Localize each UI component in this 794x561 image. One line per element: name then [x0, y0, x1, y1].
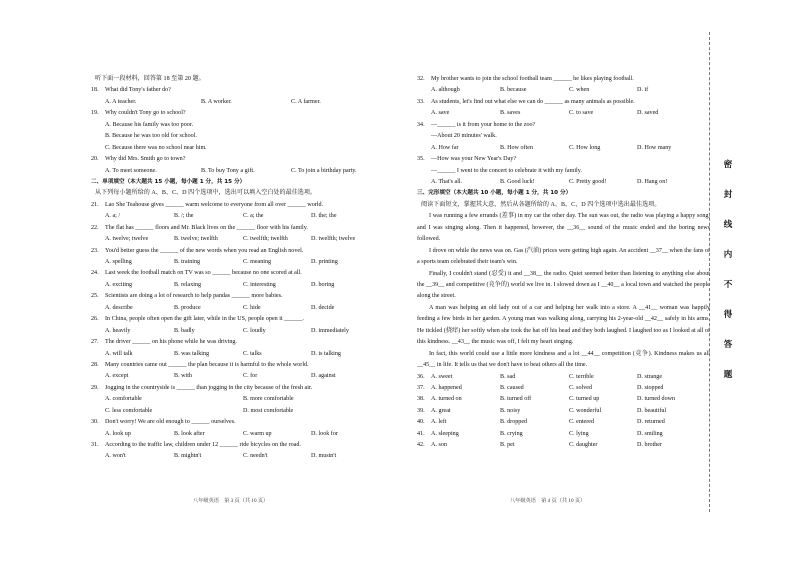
option-b: B. pet — [500, 442, 515, 449]
option-d: D. smiling — [637, 430, 663, 437]
option-a: A. son — [431, 442, 447, 449]
option-d: D. brother — [637, 442, 663, 449]
option-b: B. mightn't — [174, 453, 202, 460]
option-c: C. lying — [569, 430, 589, 437]
cloze-option-row — [417, 372, 710, 383]
question-number: 19. — [91, 110, 99, 117]
question-number: 28. — [91, 361, 99, 368]
question-number: 41. — [417, 430, 425, 437]
option-text: B. Because he was too old for school. — [105, 133, 197, 140]
question-number: 20. — [91, 156, 99, 163]
left-line-8 — [91, 166, 391, 177]
right-line-0 — [417, 74, 710, 85]
left-line-24 — [91, 349, 391, 360]
left-line-4 — [91, 120, 391, 131]
question-text: Lao She Teahouse gives ______ warm welcome to everyone from all over ______ world. — [105, 201, 324, 208]
option-a: A. describe — [105, 304, 133, 311]
question-number: 22. — [91, 224, 99, 231]
question-text: —______ is it from your home to the zoo? — [431, 121, 536, 128]
left-column — [91, 74, 391, 463]
question-text: My brother wants to join the school football team ______ he likes playing football. — [431, 76, 634, 82]
option-c: C. twelfth; twelfth — [243, 236, 288, 243]
left-line-32 — [91, 440, 391, 451]
question-number: 32. — [417, 76, 425, 82]
question-number: 23. — [91, 247, 99, 254]
option-c: C. warm up — [243, 430, 272, 437]
option-b: B. A worker. — [201, 98, 232, 105]
right-line-11 — [417, 200, 710, 211]
question-text: In China, people often open the gift later, while in the US, people open it ______. — [105, 316, 304, 323]
left-line-14 — [91, 234, 391, 245]
option-b: B. saves — [500, 110, 521, 117]
question-text: —How was your New Year's Day? — [431, 156, 517, 163]
option-d: D. returned — [637, 419, 665, 426]
question-number: 31. — [91, 442, 99, 448]
question-number: 42. — [417, 442, 425, 449]
question-text: —About 20 minutes' walk. — [431, 133, 497, 140]
cloze-paragraph: I drove on while the news was on. Gas (汽油) prices were getting high again. An accident __37__ when the fans of a sports team celebrated their team's win. — [417, 247, 710, 266]
option-a: A. To meet someone. — [105, 167, 157, 174]
option-text: A. Because his family was too poor. — [105, 121, 194, 128]
option-b: B. badly — [174, 327, 195, 334]
option-a: A. great — [431, 407, 451, 414]
option-a: A. That's all. — [431, 178, 463, 185]
question-number: 30. — [91, 419, 99, 426]
option-c: C. How long — [569, 144, 601, 151]
left-line-12 — [91, 211, 391, 222]
option-d: D. saved — [637, 110, 659, 117]
left-line-25 — [91, 360, 391, 371]
option-b: B. look after — [174, 430, 205, 437]
question-text: According to the traffic law, children under 12 ______ ride bicycles on the road. — [105, 442, 301, 448]
option-second: B. more comfortable — [243, 396, 294, 403]
option-c: C. to save — [569, 110, 594, 117]
option-a: A. although — [431, 87, 460, 94]
option-b: B. To buy Tony a gift. — [201, 167, 255, 174]
option-c: C. A farmer. — [291, 98, 321, 105]
right-column — [417, 74, 710, 452]
option-c: C. Pretty good! — [569, 178, 607, 185]
option-c: C. hide — [243, 304, 261, 311]
option-b: B. relaxing — [174, 281, 202, 288]
right-line-4 — [417, 120, 710, 131]
question-text: As students, let's find out what else we can do ______ as many animals as possible. — [431, 98, 635, 105]
option-c: C. meaning — [243, 259, 272, 265]
question-text: You'd better guess the ______ of the new words when you read an English novel. — [105, 247, 304, 254]
option-b: B. produce — [174, 304, 201, 311]
option-second: D. most comfortable — [243, 407, 294, 414]
option-a: A. exciting — [105, 281, 133, 288]
option-a: A. won't — [105, 453, 126, 460]
question-number: 18. — [91, 87, 99, 94]
option-d: D. How many — [637, 144, 672, 151]
question-text: Why did Mrs. Smith go to town? — [105, 156, 186, 163]
option-c: C. To join a birthday party. — [291, 167, 357, 174]
right-line-9 — [417, 177, 710, 188]
option-c: C. when — [569, 87, 590, 94]
left-line-28 — [91, 394, 391, 405]
cloze-option-row — [417, 394, 710, 405]
page-footer-right: 八年级英语 第 4 页（共 10 页） — [510, 498, 586, 504]
question-text: Don't worry! We are old enough to ______ ourselves. — [105, 419, 236, 426]
question-number: 40. — [417, 419, 425, 426]
left-line-22 — [91, 326, 391, 337]
option-c: C. entered — [569, 419, 595, 426]
seal-char: 封 — [723, 190, 733, 200]
option-b: B. dropped — [500, 419, 528, 426]
seal-char: 不 — [723, 280, 733, 290]
option-d: D. is talking — [311, 350, 341, 357]
question-number: 25. — [91, 293, 99, 300]
option-d: D. mustn't — [311, 453, 337, 460]
left-line-30 — [91, 417, 391, 428]
seal-char: 内 — [723, 250, 733, 260]
left-line-27 — [91, 383, 391, 394]
option-a: A. will talk — [105, 350, 133, 357]
question-number: 38. — [417, 396, 425, 403]
question-text: Jogging in the countryside is ______ than jogging in the city because of the fresh air. — [105, 384, 313, 391]
left-line-23 — [91, 337, 391, 348]
left-line-15 — [91, 246, 391, 257]
left-line-10 — [91, 188, 391, 199]
left-line-3 — [91, 108, 391, 119]
cloze-option-row — [417, 406, 710, 417]
option-a: A. turned on — [431, 396, 462, 403]
option-d: D. immediately — [311, 327, 349, 334]
left-line-1 — [91, 85, 391, 96]
cloze-paragraph: Finally, I couldn't stand (忍受) it and __38__ the radio. Quiet seemed better than listening to anything else about the __39__ and competitive (竞争的) world we live in. I slowed down as I __40__ a local town and watched the people along the street. — [417, 270, 710, 300]
option-b: B. with — [174, 373, 192, 380]
left-line-33 — [91, 451, 391, 462]
question-text: Scientists are doing a lot of research to help pandas ______ more babies. — [105, 293, 283, 300]
question-number: 34. — [417, 121, 425, 128]
option-b: B. sad — [500, 373, 516, 380]
question-number: 36. — [417, 373, 425, 380]
option-d: D. the; the — [311, 213, 337, 220]
question-number: 35. — [417, 156, 425, 163]
question-number: 39. — [417, 407, 425, 414]
option-a: A. left — [431, 419, 447, 426]
right-line-6 — [417, 143, 710, 154]
option-a: A. look up — [105, 430, 131, 437]
left-line-26 — [91, 371, 391, 382]
right-line-10 — [417, 188, 710, 199]
left-line-21 — [91, 314, 391, 325]
option-d: D. against — [311, 373, 336, 380]
option-c: C. solved — [569, 385, 593, 392]
option-d: D. printing — [311, 259, 338, 265]
seal-char: 答 — [723, 340, 733, 350]
option-b: B. noisy — [500, 407, 521, 414]
option-c: C. daughter — [569, 442, 598, 449]
question-number: 29. — [91, 384, 99, 391]
option-c: C. wonderful — [569, 407, 602, 414]
question-number: 27. — [91, 339, 99, 346]
seal-char: 线 — [723, 220, 733, 230]
cloze-option-row — [417, 383, 710, 394]
question-text: —______ I went to the concert to celebrate it with my family. — [431, 167, 582, 174]
cloze-paragraph: In fact, this world could use a little more kindness and a lot __44__ competition (竞争). Kindness makes us all __45__ in life. It tells us that we don't have to beat others all the time. — [417, 350, 710, 369]
right-line-5 — [417, 131, 710, 142]
question-text: Why couldn't Tony go to school? — [105, 110, 186, 117]
question-number: 26. — [91, 316, 99, 323]
left-line-11 — [91, 200, 391, 211]
option-b: B. caused — [500, 385, 524, 392]
option-b: B. /; the — [174, 213, 194, 220]
option-d: D. look for — [311, 430, 338, 437]
option-a: A. happened — [431, 385, 462, 392]
option-c: C. loudly — [243, 327, 266, 334]
instruction-text: 阅读下面短文，掌握其大意，然后从各题所给的 A、B、C、D 四个选项中选出最佳选项。 — [421, 201, 661, 208]
right-line-7 — [417, 154, 710, 165]
right-line-3 — [417, 108, 710, 119]
seal-char: 得 — [723, 310, 733, 320]
option-a: A. A teacher. — [105, 98, 137, 105]
question-number: 21. — [91, 201, 99, 208]
option-d: D. twelfth; twelve — [311, 236, 356, 243]
section-heading: 二、单项填空（本大题共 15 小题，每小题 1 分，共 15 分） — [91, 178, 246, 185]
left-line-13 — [91, 223, 391, 234]
option-d: D. beautiful — [637, 407, 667, 414]
left-line-31 — [91, 429, 391, 440]
option-d: D. if — [637, 87, 649, 94]
option-a: A. twelve; twelve — [105, 236, 149, 243]
option-b: B. training — [174, 259, 201, 265]
left-line-6 — [91, 143, 391, 154]
option-first: C. less comfortable — [105, 407, 153, 414]
option-b: B. was talking — [174, 350, 210, 357]
option-a: A. save — [431, 110, 450, 117]
left-line-9 — [91, 177, 391, 188]
left-line-5 — [91, 131, 391, 142]
option-a: A. sweet — [431, 373, 453, 380]
left-line-19 — [91, 291, 391, 302]
option-b: B. turned off — [500, 396, 532, 403]
left-line-29 — [91, 406, 391, 417]
option-b: B. because — [500, 87, 527, 94]
option-d: D. boring — [311, 281, 335, 288]
cloze-paragraph: I was running a few errands (差事) in my car the other day. The sun was out, the radio was playing a happy song, and I was singing along. Then it happened, however, the __36__ sound of the music ended and the boring news followed. — [417, 213, 710, 243]
question-text: Many countries came out ______ the plan because it is harmful to the whole world. — [105, 361, 309, 368]
option-b: B. crying — [500, 430, 523, 437]
option-c: C. interesting — [243, 281, 276, 288]
seal-char: 题 — [723, 370, 733, 380]
right-line-8 — [417, 166, 710, 177]
option-c: C. terrible — [569, 373, 594, 380]
seal-char: 密 — [723, 160, 733, 170]
seal-notice — [721, 150, 735, 390]
question-number: 33. — [417, 98, 425, 105]
cloze-option-row — [417, 440, 710, 451]
section-heading: 三、完形填空（本大题共 10 小题，每小题 1 分，共 10 分） — [417, 190, 572, 197]
option-a: A. sleeping — [431, 430, 459, 437]
left-line-0 — [91, 74, 391, 85]
right-line-2 — [417, 97, 710, 108]
option-d: D. Hang on! — [637, 178, 668, 185]
option-d: D. turned down — [637, 396, 676, 403]
cloze-paragraph: A man was helping an old lady out of a car and helping her walk into a store. A __41__ woman was happily feeding a few birds in her garden. A young man was walking along, carrying his 2-year-old __42__ safely in his arms. He tickled (挠痒) her softly when she took the hat off his head and they both laughed. I laughed too as I looked at all of this kindness. __43__ the music was off, I felt my heart singing. — [417, 304, 710, 346]
option-b: B. How often — [500, 144, 534, 151]
question-text: The flat has ______ floors and Mr. Black lives on the ______ floor with his family. — [105, 224, 308, 231]
left-line-7 — [91, 154, 391, 165]
option-d: D. decide — [311, 304, 335, 311]
option-c: C. a; the — [243, 213, 264, 220]
instruction-text: 听下面一段材料，回答第 18 至第 20 题。 — [95, 76, 205, 82]
option-c: C. turned up — [569, 396, 600, 403]
option-b: B. twelve; twelfth — [174, 236, 218, 243]
left-line-17 — [91, 268, 391, 279]
option-a: A. spelling — [105, 259, 132, 265]
option-d: D. strange — [637, 373, 663, 380]
cloze-option-row — [417, 417, 710, 428]
option-d: D. stopped — [637, 385, 664, 392]
option-a: A. heavily — [105, 327, 131, 334]
option-c: C. for — [243, 373, 258, 380]
option-c: C. talks — [243, 350, 262, 357]
option-b: B. Good luck! — [500, 178, 535, 185]
left-line-18 — [91, 280, 391, 291]
left-line-16 — [91, 257, 391, 268]
option-a: A. How far — [431, 144, 459, 151]
option-a: A. a; / — [105, 213, 121, 220]
page-footer-left: 八年级英语 第 3 页（共 10 页） — [193, 498, 269, 504]
question-number: 24. — [91, 270, 99, 277]
seal-dashed-line — [709, 32, 710, 512]
option-a: A. except — [105, 373, 129, 380]
question-number: 37. — [417, 385, 425, 392]
question-text: Last week the football match on TV was so ______ because no one scored at all. — [105, 270, 302, 277]
question-text: What did Tony's father do? — [105, 87, 171, 94]
option-first: A. comfortable — [105, 396, 142, 403]
right-line-1 — [417, 85, 710, 96]
option-text: C. Because there was no school near him. — [105, 144, 207, 151]
cloze-option-row — [417, 429, 710, 440]
question-text: The driver ______ on his phone while he was driving. — [105, 339, 238, 346]
left-line-2 — [91, 97, 391, 108]
option-c: C. needn't — [243, 453, 268, 460]
left-line-20 — [91, 303, 391, 314]
instruction-text: 从下列每小题所给的 A、B、C、D 四个选项中，选出可以填入空白处的最佳选项。 — [95, 190, 317, 197]
